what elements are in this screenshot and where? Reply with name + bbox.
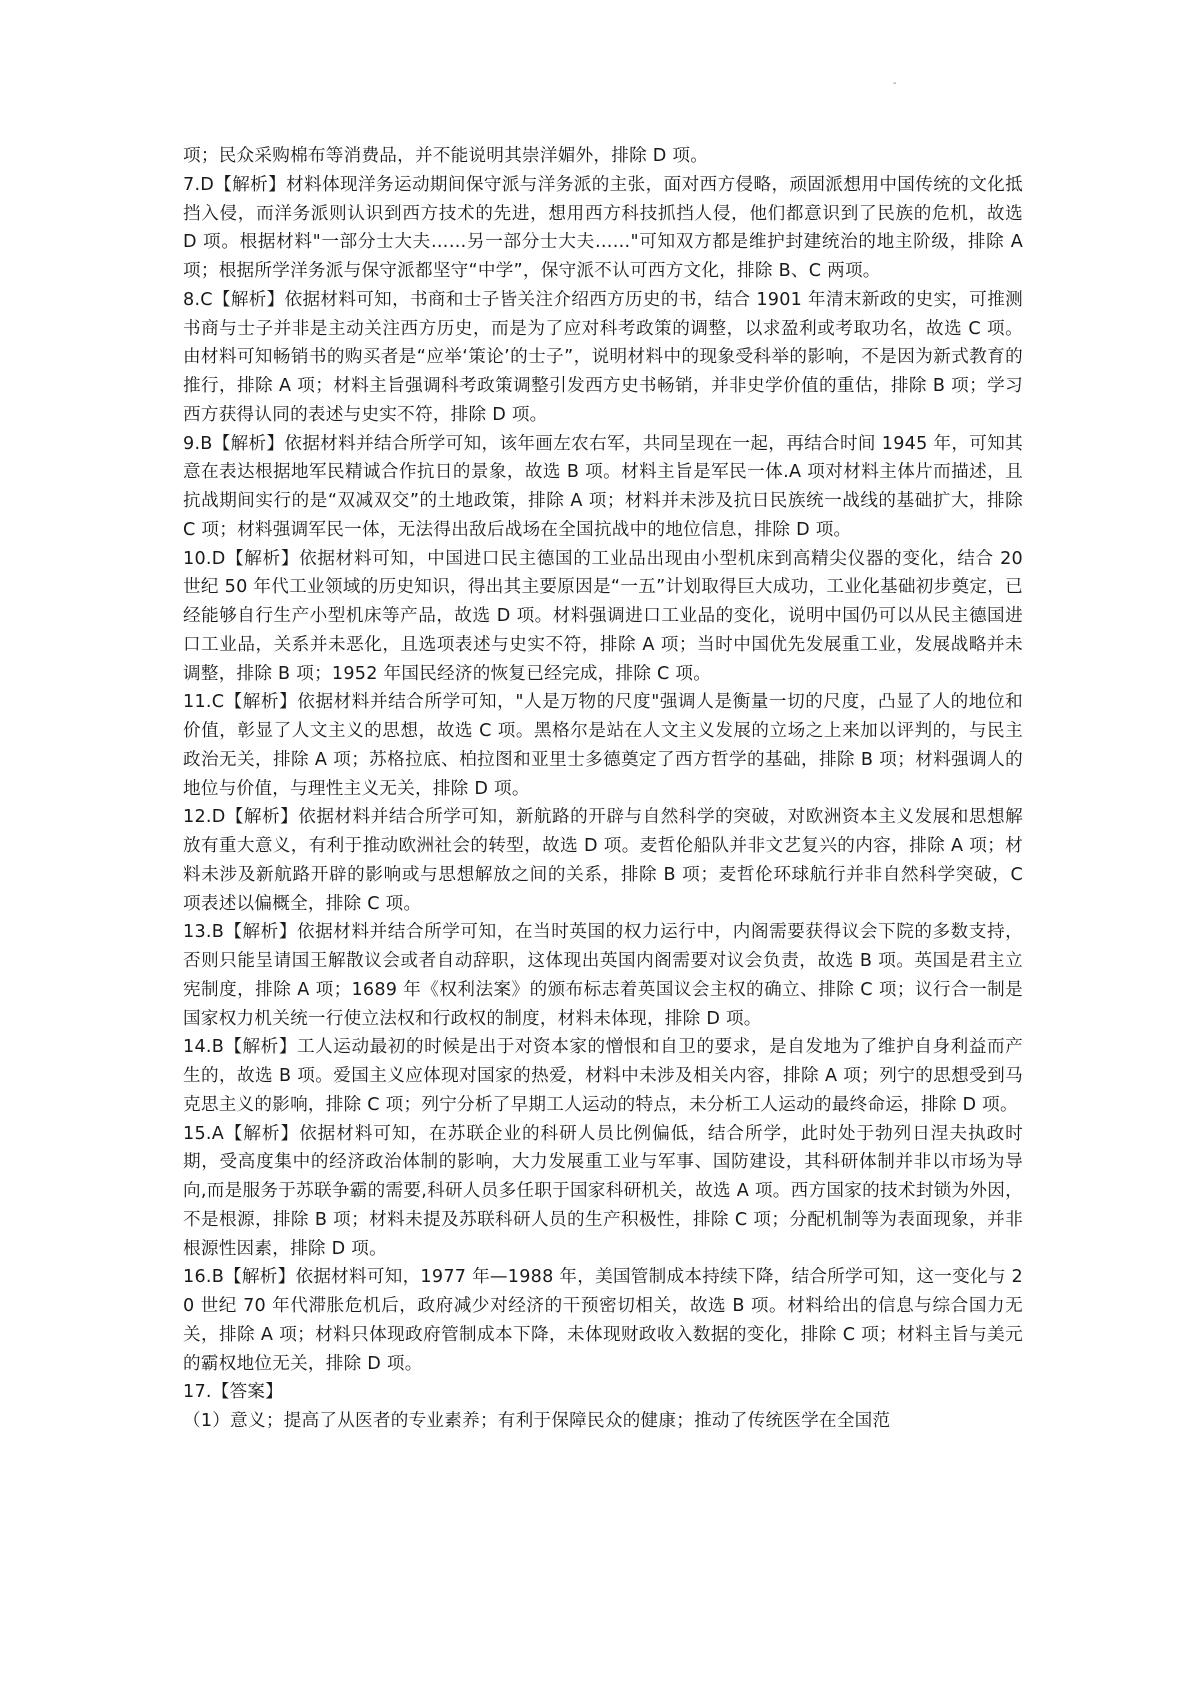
paragraph-q16: 16.B【解析】依据材料可知，1977 年—1988 年，美国管制成本持续下降，结合所学可知，这一变化与 20 世纪 70 年代滞胀危机后，政府减少对经济的干预密切相关，故选 B 项。材料给出的信息与综合国力无关，排除 A 项；材料只体现政府管制成本下降，未体现财政收入数据的变化，排除 C 项；材料主旨与美元的霸权地位无关，排除 D 项。	[183, 1267, 1023, 1374]
paragraph-q14: 14.B【解析】工人运动最初的时候是出于对资本家的憎恨和自卫的要求，是自发地为了维护自身利益而产生的，故选 B 项。爱国主义应体现对国家的热爱，材料中未涉及相关内容，排除 A 项；列宁的思想受到马克思主义的影响，排除 C 项；列宁分析了早期工人运动的特点，未分析工人运动的最终命运，排除 D 项。	[183, 1037, 1023, 1115]
paragraph-q10: 10.D【解析】依据材料可知，中国进口民主德国的工业品出现由小型机床到高精尖仪器的变化，结合 20 世纪 50 年代工业领域的历史知识，得出其主要原因是“一五”计划取得巨大成功，工业化基础初步奠定，已经能够自行生产小型机床等产品，故选 D 项。材料强调进口工业品的变化，说明中国仍可以从民主德国进口工业品，关系并未恶化，且选项表述与史实不符，排除 A 项；当时中国优先发展重工业，发展战略并未调整，排除 B 项；1952 年国民经济的恢复已经完成，排除 C 项。	[183, 548, 1023, 684]
paragraph-q8: 8.C【解析】依据材料可知，书商和士子皆关注介绍西方历史的书，结合 1901 年清末新政的史实，可推测书商与士子并非是主动关注西方历史，而是为了应对科考政策的调整，以求盈利或考取功名，故选 C 项。由材料可知畅销书的购买者是“应举‘策论’的士子”，说明材料中的现象受科举的影响，不是因为新式教育的推行，排除 A 项；材料主旨强调科考政策调整引发西方史书畅销，并非史学价值的重估，排除 B 项；学习西方获得认同的表述与史实不符，排除 D 项。	[183, 289, 1023, 425]
header-mark: -	[893, 78, 897, 89]
paragraph-q15: 15.A【解析】依据材料可知，在苏联企业的科研人员比例偏低，结合所学，此时处于勃列日涅夫执政时期，受高度集中的经济政治体制的影响，大力发展重工业与军事、国防建设，其科研体制并非以市场为导向,而是服务于苏联争霸的需要,科研人员多任职于国家科研机关，故选 A 项。西方国家的技术封锁为外因，不是根源，排除 B 项；材料未提及苏联科研人员的生产积极性，排除 C 项；分配机制等为表面现象，并非根源性因素，排除 D 项。	[183, 1123, 1023, 1259]
answer-analysis-text	[183, 142, 1023, 1436]
paragraph-q17-heading: 17.【答案】	[183, 1382, 284, 1403]
paragraph-q12: 12.D【解析】依据材料并结合所学可知，新航路的开辟与自然科学的突破，对欧洲资本主义发展和思想解放有重大意义，有利于推动欧洲社会的转型，故选 D 项。麦哲伦船队并非文艺复兴的内容，排除 A 项；材料未涉及新航路开辟的影响或与思想解放之间的关系，排除 B 项；麦哲伦环球航行并非自然科学突破，C 项表述以偏概全，排除 C 项。	[183, 807, 1023, 914]
paragraph-q9: 9.B【解析】依据材料并结合所学可知，该年画左农右军，共同呈现在一起，再结合时间 1945 年，可知其意在表达根据地军民精诚合作抗日的景象，故选 B 项。材料主旨是军民一体.A 项对材料主体片而描述，且抗战期间实行的是“双减双交”的土地政策，排除 A 项；材料并未涉及抗日民族统一战线的基础扩大，排除 C 项；材料强调军民一体，无法得出敌后战场在全国抗战中的地位信息，排除 D 项。	[183, 433, 1023, 540]
paragraph-q17-part1: （1）意义；提高了从医者的专业素养；有利于保障民众的健康；推动了传统医学在全国范	[183, 1411, 891, 1431]
paragraph-q13: 13.B【解析】依据材料并结合所学可知，在当时英国的权力运行中，内阁需要获得议会下院的多数支持，否则只能呈请国王解散议会或者自动辞职，这体现出英国内阁需要对议会负责，故选 B 项。英国是君主立宪制度，排除 A 项；1689 年《权利法案》的颁布标志着英国议会主权的确立、排除 C 项；议行合一制是国家权力机关统一行使立法权和行政权的制度，材料未体现，排除 D 项。	[183, 922, 1023, 1029]
paragraph-q11: 11.C【解析】依据材料并结合所学可知，"人是万物的尺度"强调人是衡量一切的尺度，凸显了人的地位和价值，彰显了人文主义的思想，故选 C 项。黑格尔是站在人文主义发展的立场之上来加以评判的，与民主政治无关，排除 A 项；苏格拉底、柏拉图和亚里士多德奠定了西方哲学的基础，排除 B 项；材料强调人的地位与价值，与理性主义无关，排除 D 项。	[183, 692, 1023, 799]
paragraph-q7: 7.D【解析】材料体现洋务运动期间保守派与洋务派的主张，面对西方侵略，顽固派想用中国传统的文化抵挡入侵，而洋务派则认识到西方技术的先进，想用西方科技抓挡人侵，他们都意识到了民族的危机，故选 D 项。根据材料"一部分士大夫……另一部分士大夫……"可知双方都是维护封建统治的地主阶级，排除 A 项；根据所学洋务派与保守派都坚守“中学”，保守派不认可西方文化，排除 B、C 两项。	[183, 174, 1023, 281]
paragraph-continuation: 项；民众采购棉布等消费品，并不能说明其崇洋媚外，排除 D 项。	[183, 146, 709, 166]
